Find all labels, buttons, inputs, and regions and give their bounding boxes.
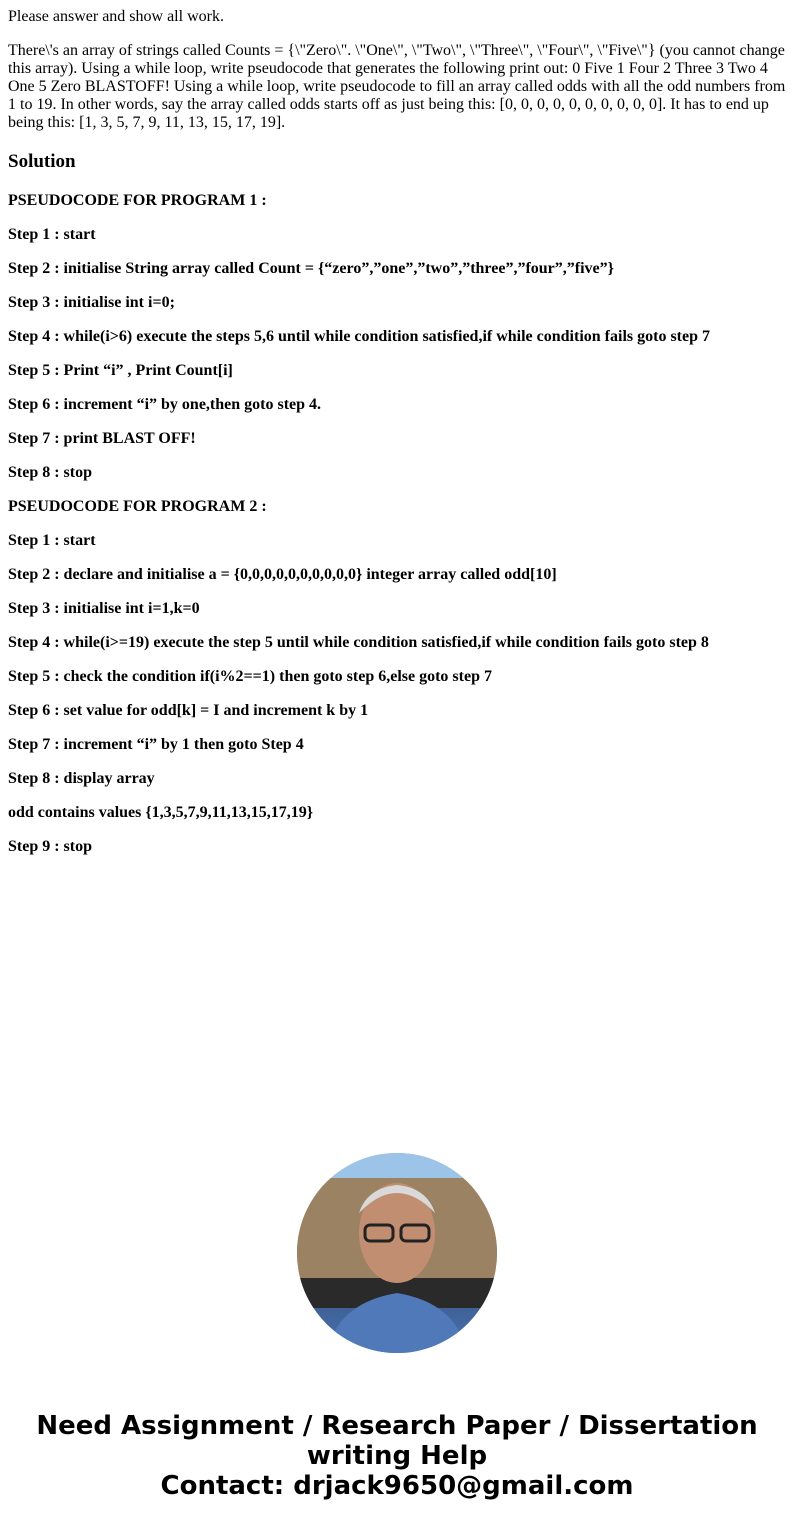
- solution-line: Step 3 : initialise int i=0;: [8, 294, 175, 311]
- author-avatar: [297, 1153, 497, 1353]
- solution-line: Step 6 : set value for odd[k] = I and increment k by 1: [8, 702, 369, 719]
- solution-line: Step 7 : increment “i” by 1 then goto Step 4: [8, 736, 304, 753]
- solution-line: Step 2 : declare and initialise a = {0,0,0,0,0,0,0,0,0,0} integer array called odd[10]: [8, 566, 557, 583]
- solution-line: Step 4 : while(i>6) execute the steps 5,6 until while condition satisfied,if while condition fails goto step 7: [8, 328, 710, 345]
- solution-line: odd contains values {1,3,5,7,9,11,13,15,17,19}: [8, 804, 314, 821]
- solution-steps: [8, 192, 786, 856]
- solution-line: Step 6 : increment “i” by one,then goto step 4.: [8, 396, 322, 413]
- solution-line: Step 8 : stop: [8, 464, 93, 481]
- solution-line: Step 8 : display array: [8, 770, 155, 787]
- solution-line: PSEUDOCODE FOR PROGRAM 1 :: [8, 192, 267, 209]
- solution-heading: Solution: [8, 151, 76, 172]
- question-intro: Please answer and show all work.: [8, 8, 224, 25]
- solution-line: Step 4 : while(i>=19) execute the step 5 until while condition satisfied,if while condition fails goto step 8: [8, 634, 709, 651]
- question-body: There\'s an array of strings called Counts = {\"Zero\". \"One\", \"Two\", \"Three\", \"Four\", \"Five\"} (you cannot change this array). Using a while loop, write pseudocode that generates the following print out: 0 Five 1 Four 2 Three 3 Two 4 One 5 Zero BLASTOFF! Using a while loop, write pseudocode to fill an array called odds with all the odd numbers from 1 to 19. In other words, say the array called odds starts off as just being this: [0, 0, 0, 0, 0, 0, 0, 0, 0, 0]. It has to end up being this: [1, 3, 5, 7, 9, 11, 13, 15, 17, 19].: [8, 42, 786, 131]
- footer-contact: Contact: drjack9650@gmail.com: [160, 1471, 634, 1501]
- solution-line: Step 1 : start: [8, 226, 96, 243]
- solution-line: Step 1 : start: [8, 532, 96, 549]
- solution-line: Step 7 : print BLAST OFF!: [8, 430, 196, 447]
- footer-line-1: Need Assignment / Research Paper / Dissertation: [36, 1411, 758, 1441]
- solution-line: PSEUDOCODE FOR PROGRAM 2 :: [8, 498, 267, 515]
- solution-line: Step 9 : stop: [8, 838, 93, 855]
- solution-line: Step 3 : initialise int i=1,k=0: [8, 600, 200, 617]
- solution-line: Step 5 : Print “i” , Print Count[i]: [8, 362, 233, 379]
- footer-banner: [8, 1411, 786, 1501]
- footer-line-2: writing Help: [306, 1441, 488, 1471]
- solution-line: Step 5 : check the condition if(i%2==1) then goto step 6,else goto step 7: [8, 668, 492, 685]
- solution-line: Step 2 : initialise String array called Count = {“zero”,”one”,”two”,”three”,”four”,”five”}: [8, 260, 614, 277]
